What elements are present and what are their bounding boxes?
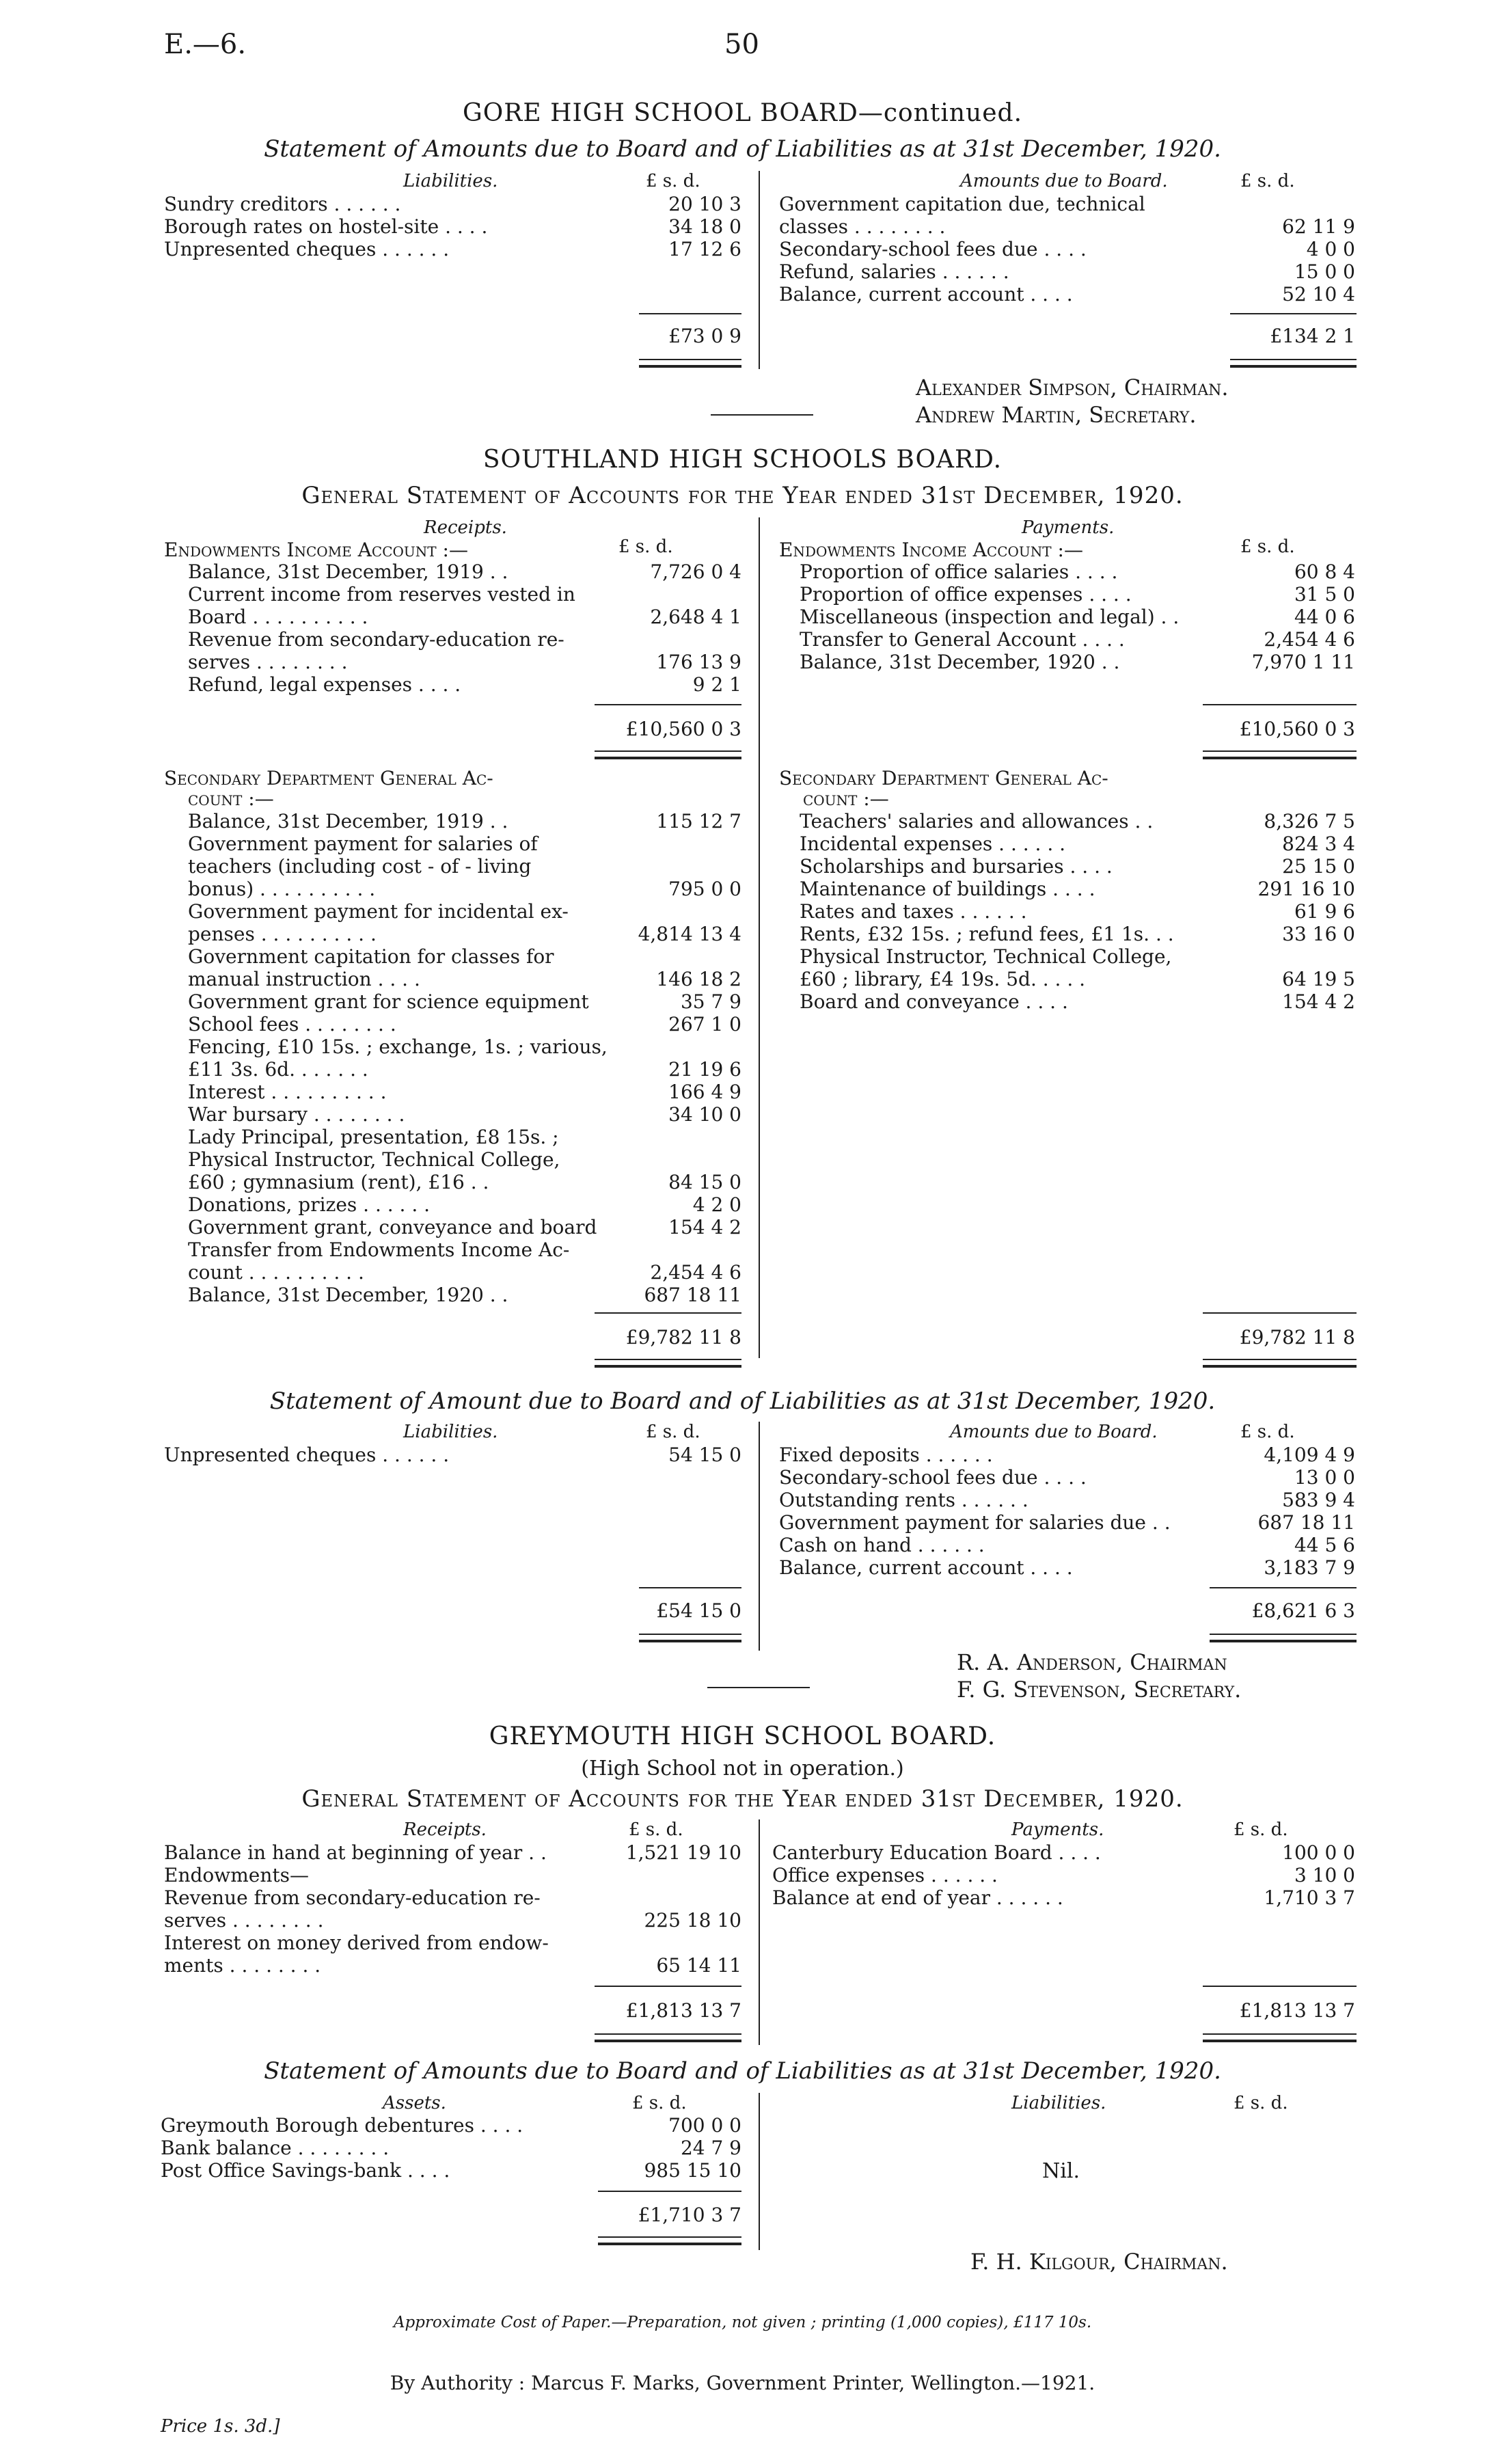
southland-sec-total-right: £9,782 11 8 [1239,1326,1355,1349]
gore-column-divider [759,171,760,369]
payment-label: Office expenses . . . . . . [772,1864,998,1886]
receipt-amount: 7,726 0 4 [650,560,741,583]
greymouth-statement-title: Statement of Amounts due to Board and of Liabilities as at 31st December, 1920. [264,2057,1221,2085]
gore-asset-label: Secondary-school fees due . . . . [779,238,1087,260]
receipt-amount: 146 18 2 [656,968,741,990]
receipt-label: Government grant, conveyance and board [188,1216,597,1238]
greymouth-assets-total: £1,710 3 7 [638,2204,741,2226]
receipt-label: serves . . . . . . . . [188,651,348,673]
gore-asset-label: Government capitation due, technical [779,193,1145,215]
greymouth-title: GREYMOUTH HIGH SCHOOL BOARD. [489,1722,996,1750]
asset-amount: 3,183 7 9 [1264,1556,1355,1579]
receipt-label: Government capitation for classes for [188,945,554,968]
greymouth-rule [595,1986,741,1987]
southland-stmt-liab-heading: Liabilities. [403,1422,498,1442]
southland-stmt-lsd-right: £ s. d. [1240,1422,1295,1442]
liability-label: Unpresented cheques . . . . . . [164,1444,450,1466]
receipt-label: Fencing, £10 15s. ; exchange, 1s. ; various, [188,1035,608,1058]
receipt-label: Refund, legal expenses . . . . [188,673,461,696]
receipt-amount: 84 15 0 [668,1171,741,1193]
southland-lsd-right: £ s. d. [1240,537,1295,557]
southland-signature-secretary: F. G. Stevenson, Secretary. [957,1677,1242,1703]
cost-of-paper: Approximate Cost of Paper.—Preparation, not given ; printing (1,000 copies), £117 10s. [393,2314,1092,2331]
gore-lsd-left: £ s. d. [646,171,700,191]
gore-asset-label: Refund, salaries . . . . . . [779,260,1009,283]
southland-receipts-heading: Receipts. [424,517,507,538]
payment-amount: 291 16 10 [1257,878,1355,900]
receipt-label: Revenue from secondary-education re- [164,1886,541,1909]
greymouth-rule [1203,1986,1357,1987]
southland-sec-total-left: £9,782 11 8 [625,1326,741,1349]
receipt-label: ments . . . . . . . . [164,1954,321,1977]
liabilities-nil: Nil. [1042,2159,1080,2183]
payment-amount: 7,970 1 11 [1251,651,1355,673]
southland-double-rule [595,750,741,759]
payment-amount: 1,710 3 7 [1264,1886,1355,1909]
gore-double-rule [1230,359,1357,368]
gore-total-left: £73 0 9 [668,325,741,347]
greymouth-signature-chairman: F. H. Kilgour, Chairman. [970,2249,1228,2275]
receipt-label: bonus) . . . . . . . . . . [188,878,376,900]
receipt-amount: 4,814 13 4 [638,923,741,945]
payment-amount: 33 16 0 [1282,923,1355,945]
receipt-amount: 267 1 0 [668,1013,741,1035]
greymouth-double-rule [595,2033,741,2042]
payment-amount: 8,326 7 5 [1264,810,1355,832]
page-reference: E.—6. [164,29,247,60]
asset-label: Government payment for salaries due . . [779,1511,1171,1534]
receipt-label: manual instruction . . . . [188,968,420,990]
gore-total-right: £134 2 1 [1270,325,1355,347]
payment-amount: 60 8 4 [1294,560,1355,583]
asset-amount: 985 15 10 [644,2159,741,2182]
receipt-amount: 35 7 9 [680,990,741,1013]
gore-lsd-right: £ s. d. [1240,171,1295,191]
greymouth-subtitle: General Statement of Accounts for the Year ended 31st December, 1920. [301,1785,1184,1813]
receipt-label: Revenue from secondary-education re- [188,628,564,651]
asset-label: Greymouth Borough debentures . . . . [161,2114,523,2137]
receipt-label: School fees . . . . . . . . [188,1013,396,1035]
southland-stmt-rule [1210,1587,1357,1588]
southland-stmt-total-left: £54 15 0 [656,1599,741,1622]
southland-double-rule [595,1359,741,1368]
southland-stmt-amounts-heading: Amounts due to Board. [950,1422,1158,1442]
asset-amount: 687 18 11 [1257,1511,1355,1534]
payment-label: Maintenance of buildings . . . . [800,878,1095,900]
payment-amount: 2,454 4 6 [1264,628,1355,651]
asset-label: Balance, current account . . . . [779,1556,1073,1579]
southland-stmt-divider [759,1422,760,1651]
payment-amount: 61 9 6 [1294,900,1355,923]
payment-label: Incidental expenses . . . . . . [800,832,1066,855]
asset-amount: 583 9 4 [1282,1489,1355,1511]
greymouth-lsd-left: £ s. d. [629,1819,683,1840]
payment-label: Teachers' salaries and allowances . . [800,810,1154,832]
greymouth-liabilities-lsd: £ s. d. [1234,2093,1288,2113]
southland-endow-total-right: £10,560 0 3 [1239,718,1355,740]
southland-rule [595,1312,741,1314]
receipt-label: Interest . . . . . . . . . . [188,1081,387,1103]
signature-separator [711,414,813,416]
southland-subtitle: General Statement of Accounts for the Year ended 31st December, 1920. [301,482,1184,509]
gore-liability-amount: 17 12 6 [668,238,741,260]
southland-endow-total-left: £10,560 0 3 [625,718,741,740]
greymouth-total-right: £1,813 13 7 [1239,1999,1355,2022]
receipt-label: Physical Instructor, Technical College, [188,1148,560,1171]
gore-liability-label: Borough rates on hostel-site . . . . [164,215,488,238]
gore-amounts-heading: Amounts due to Board. [960,171,1168,191]
receipt-amount: 795 0 0 [668,878,741,900]
greymouth-double-rule [1203,2033,1357,2042]
receipt-label: Donations, prizes . . . . . . [188,1193,431,1216]
receipt-label: Interest on money derived from endow- [164,1932,549,1954]
payment-label: Proportion of office salaries . . . . [800,560,1118,583]
asset-label: Fixed deposits . . . . . . [779,1444,993,1466]
gore-asset-amount: 62 11 9 [1282,215,1355,238]
southland-double-rule [1203,1359,1357,1368]
southland-stmt-double-rule [639,1634,741,1642]
signature-separator [707,1687,810,1688]
asset-amount: 700 0 0 [668,2114,741,2137]
receipt-label: Government grant for science equipment [188,990,589,1013]
gore-signature-secretary: Andrew Martin, Secretary. [916,402,1197,428]
greymouth-stmt-rule [598,2191,741,2192]
southland-rule [595,704,741,705]
southland-rule [1203,1312,1357,1314]
payment-label: Balance, 31st December, 1920 . . [800,651,1120,673]
receipt-amount: 65 14 11 [656,1954,741,1977]
payment-amount: 154 4 2 [1282,990,1355,1013]
payment-amount: 3 10 0 [1294,1864,1355,1886]
asset-amount: 24 7 9 [680,2137,741,2159]
receipt-amount: 176 13 9 [656,651,741,673]
gore-liabilities-heading: Liabilities. [403,171,498,191]
receipt-label: Lady Principal, presentation, £8 15s. ; [188,1126,559,1148]
receipt-label: penses . . . . . . . . . . [188,923,377,945]
secondary-heading-right-1: Secondary Department General Ac- [779,767,1108,789]
gore-asset-label: Balance, current account . . . . [779,283,1073,306]
gore-signature-chairman: Alexander Simpson, Chairman. [916,375,1229,401]
payment-amount: 44 0 6 [1294,606,1355,628]
receipt-label: Government payment for incidental ex- [188,900,569,923]
gore-liability-amount: 20 10 3 [668,193,741,215]
receipt-label: Government payment for salaries of [188,832,538,855]
payment-amount: 25 15 0 [1282,855,1355,878]
asset-label: Post Office Savings-bank . . . . [161,2159,450,2182]
payment-label: Board and conveyance . . . . [800,990,1068,1013]
payment-label: Miscellaneous (inspection and legal) . . [800,606,1180,628]
asset-label: Secondary-school fees due . . . . [779,1466,1087,1489]
secondary-heading-left-2: count :— [188,787,274,810]
southland-stmt-lsd-left: £ s. d. [646,1422,700,1442]
printer-authority: By Authority : Marcus F. Marks, Government Printer, Wellington.—1921. [390,2372,1095,2394]
receipt-label: Balance, 31st December, 1920 . . [188,1284,508,1306]
payment-label: £60 ; library, £4 19s. 5d. . . . . [800,968,1086,990]
gore-asset-label: classes . . . . . . . . [779,215,946,238]
greymouth-liabilities-heading: Liabilities. [1011,2093,1106,2113]
receipt-amount: 4 2 0 [692,1193,741,1216]
receipt-amount: 2,648 4 1 [650,606,741,628]
gore-liability-label: Sundry creditors . . . . . . [164,193,401,215]
asset-label: Outstanding rents . . . . . . [779,1489,1028,1511]
payment-amount: 100 0 0 [1282,1841,1355,1864]
southland-stmt-rule [639,1587,741,1588]
payment-label: Balance at end of year . . . . . . [772,1886,1063,1909]
greymouth-total-left: £1,813 13 7 [625,1999,741,2022]
payment-amount: 31 5 0 [1294,583,1355,606]
southland-stmt-total-right: £8,621 6 3 [1251,1599,1355,1622]
payment-amount: 64 19 5 [1282,968,1355,990]
southland-payments-heading: Payments. [1022,517,1115,538]
page-number: 50 [724,29,759,60]
asset-amount: 44 5 6 [1294,1534,1355,1556]
southland-statement-title: Statement of Amount due to Board and of Liabilities as at 31st December, 1920. [269,1387,1216,1415]
gore-double-rule [639,359,741,368]
southland-lsd-left: £ s. d. [618,537,673,557]
secondary-heading-left-1: Secondary Department General Ac- [164,767,493,789]
receipt-amount: 154 4 2 [668,1216,741,1238]
receipt-label: Balance, 31st December, 1919 . . [188,810,508,832]
receipt-label: serves . . . . . . . . [164,1909,324,1932]
receipt-label: teachers (including cost - of - living [188,855,532,878]
southland-column-divider [759,517,760,1358]
greymouth-column-divider [759,1819,760,2045]
receipt-label: £60 ; gymnasium (rent), £16 . . [188,1171,489,1193]
payment-label: Proportion of office expenses . . . . [800,583,1132,606]
receipt-amount: 2,454 4 6 [650,1261,741,1284]
price: Price 1s. 3d.] [161,2416,280,2437]
liability-amount: 54 15 0 [668,1444,741,1466]
receipt-label: count . . . . . . . . . . [188,1261,364,1284]
gore-liability-amount: 34 18 0 [668,215,741,238]
southland-double-rule [1203,750,1357,759]
receipt-label: Balance in hand at beginning of year . . [164,1841,547,1864]
greymouth-lsd-right: £ s. d. [1234,1819,1288,1840]
gore-rule [639,313,741,314]
receipt-label: Transfer from Endowments Income Ac- [188,1238,570,1261]
receipt-amount: 687 18 11 [644,1284,741,1306]
receipt-amount: 115 12 7 [656,810,741,832]
gore-asset-amount: 15 0 0 [1294,260,1355,283]
greymouth-note: (High School not in operation.) [581,1757,904,1781]
receipt-label: War bursary . . . . . . . . [188,1103,405,1126]
payment-label: Canterbury Education Board . . . . [772,1841,1101,1864]
gore-asset-amount: 4 0 0 [1306,238,1355,260]
receipt-label: Endowments— [164,1864,309,1886]
asset-amount: 4,109 4 9 [1264,1444,1355,1466]
asset-label: Cash on hand . . . . . . [779,1534,985,1556]
southland-rule [1203,704,1357,705]
southland-stmt-double-rule [1210,1634,1357,1642]
gore-title: GORE HIGH SCHOOL BOARD—continued. [462,99,1023,127]
gore-subtitle: Statement of Amounts due to Board and of Liabilities as at 31st December, 1920. [264,135,1221,163]
payment-label: Rents, £32 15s. ; refund fees, £1 1s. . . [800,923,1174,945]
secondary-heading-right-2: count :— [803,787,889,810]
southland-endowments-heading-left: Endowments Income Account :— [164,539,468,561]
payment-label: Rates and taxes . . . . . . [800,900,1027,923]
greymouth-assets-lsd: £ s. d. [632,2093,687,2113]
gore-liability-label: Unpresented cheques . . . . . . [164,238,450,260]
southland-title: SOUTHLAND HIGH SCHOOLS BOARD. [482,446,1003,474]
greymouth-stmt-double-rule [598,2236,741,2245]
greymouth-stmt-divider [759,2093,760,2250]
receipt-label: Balance, 31st December, 1919 . . [188,560,508,583]
payment-label: Scholarships and bursaries . . . . [800,855,1113,878]
receipt-amount: 34 10 0 [668,1103,741,1126]
southland-signature-chairman: R. A. Anderson, Chairman [957,1649,1227,1675]
payment-amount: 824 3 4 [1282,832,1355,855]
receipt-amount: 9 2 1 [692,673,741,696]
asset-amount: 13 0 0 [1294,1466,1355,1489]
receipt-label: £11 3s. 6d. . . . . . . [188,1058,368,1081]
payment-label: Transfer to General Account . . . . [800,628,1125,651]
gore-rule [1230,313,1357,314]
receipt-label: Current income from reserves vested in [188,583,575,606]
asset-label: Bank balance . . . . . . . . [161,2137,390,2159]
greymouth-assets-heading: Assets. [383,2093,446,2113]
receipt-amount: 225 18 10 [644,1909,741,1932]
receipt-amount: 166 4 9 [668,1081,741,1103]
receipt-label: Board . . . . . . . . . . [188,606,368,628]
gore-asset-amount: 52 10 4 [1282,283,1355,306]
payment-label: Physical Instructor, Technical College, [800,945,1172,968]
greymouth-payments-heading: Payments. [1011,1819,1104,1840]
greymouth-receipts-heading: Receipts. [403,1819,487,1840]
receipt-amount: 21 19 6 [668,1058,741,1081]
receipt-amount: 1,521 19 10 [625,1841,741,1864]
southland-endowments-heading-right: Endowments Income Account :— [779,539,1083,561]
